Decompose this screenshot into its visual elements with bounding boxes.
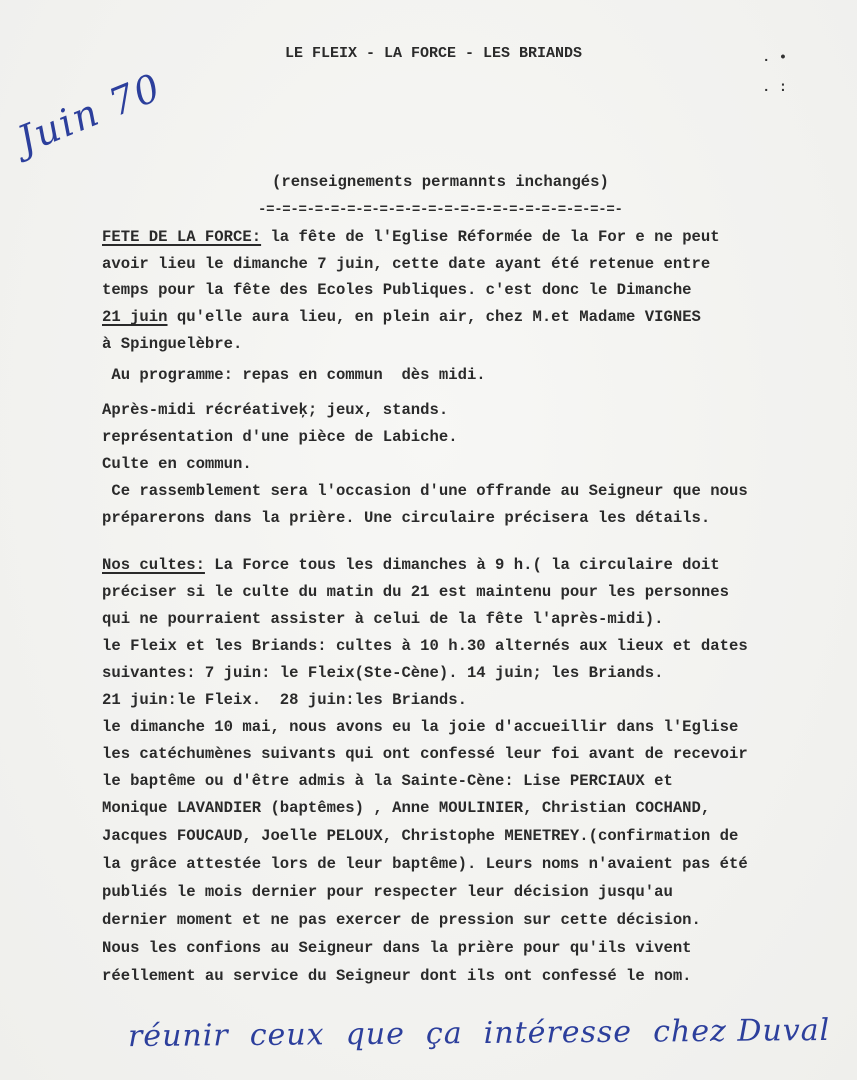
fete-line-1 — [102, 230, 720, 246]
fete-line-2: avoir lieu le dimanche 7 juin, cette date ayant été retenue entre — [102, 255, 711, 273]
cultes-line-3: qui ne pourraient assister à celui de la fête l'après-midi). — [102, 610, 664, 628]
fete-line-3: temps pour la fête des Ecoles Publiques. c'est donc le Dimanche — [102, 281, 692, 299]
fete-date: 21 juin — [102, 308, 168, 326]
cultes-line-1 — [102, 558, 720, 574]
subtitle: (renseignements permannts inchangés) — [272, 173, 609, 191]
handwritten-date: Juin 70 — [11, 64, 168, 162]
cultes-line-5: suivantes: 7 juin: le Fleix(Ste-Cène). 14 juin; les Briands. — [102, 664, 664, 682]
fete-heading: FETE DE LA FORCE: — [102, 228, 262, 246]
fete-line-10: Ce rassemblement sera l'occasion d'une offrande au Seigneur que nous — [102, 482, 748, 500]
handwritten-note: réunir ceux que ça intéresse chez Duval — [127, 1012, 831, 1055]
cultes-line-4: le Fleix et les Briands: cultes à 10 h.30 alternés aux lieux et dates — [102, 637, 748, 655]
corner-mark-bottom: . : — [762, 80, 788, 96]
cultes-line-15: Nous les confions au Seigneur dans la prière pour qu'ils vivent — [102, 939, 692, 957]
cultes-line-14: dernier moment et ne pas exercer de pression sur cette décision. — [102, 911, 701, 929]
cultes-line-9: le baptême ou d'être admis à la Sainte-Cène: Lise PERCIAUX et — [102, 772, 673, 790]
fete-line-1-text: la fête de l'Eglise Réformée de la For e ne peut — [261, 228, 720, 246]
cultes-line-2: préciser si le culte du matin du 21 est maintenu pour les personnes — [102, 583, 729, 601]
fete-line-6: Au programme: repas en commun dès midi. — [102, 366, 486, 384]
cultes-line-11: Jacques FOUCAUD, Joelle PELOUX, Christophe MENETREY.(confirmation de — [102, 827, 739, 845]
fete-line-11: préparerons dans la prière. Une circulaire précisera les détails. — [102, 509, 711, 527]
cultes-line-10: Monique LAVANDIER (baptêmes) , Anne MOULINIER, Christian COCHAND, — [102, 799, 711, 817]
cultes-heading: Nos cultes: — [102, 556, 205, 574]
corner-mark-top: . • — [762, 50, 788, 66]
cultes-line-12: la grâce attestée lors de leur baptême). Leurs noms n'avaient pas été — [102, 855, 748, 873]
fete-line-4-text: qu'elle aura lieu, en plein air, chez M.et Madame VIGNES — [167, 308, 701, 326]
cultes-line-16: réellement au service du Seigneur dont ils ont confessé le nom. — [102, 967, 692, 985]
separator-line: -=-=-=-=-=-=-=-=-=-=-=-=-=-=-=-=-=-=-=-=-=-=- — [258, 202, 623, 218]
cultes-line-8: les catéchumènes suivants qui ont confessé leur foi avant de recevoir — [102, 745, 748, 763]
document-title: LE FLEIX - LA FORCE - LES BRIANDS — [285, 45, 583, 62]
fete-line-4 — [102, 310, 701, 326]
cultes-line-1-text: La Force tous les dimanches à 9 h.( la circulaire doit — [204, 556, 720, 574]
fete-line-5: à Spinguelèbre. — [102, 335, 243, 353]
cultes-line-6: 21 juin:le Fleix. 28 juin:les Briands. — [102, 691, 467, 709]
fete-line-7: Après-midi récréativeķ; jeux, stands. — [102, 401, 449, 419]
cultes-line-7: le dimanche 10 mai, nous avons eu la joie d'accueillir dans l'Eglise — [102, 718, 739, 736]
fete-line-8: représentation d'une pièce de Labiche. — [102, 428, 458, 446]
cultes-line-13: publiés le mois dernier pour respecter leur décision jusqu'au — [102, 883, 673, 901]
fete-line-9: Culte en commun. — [102, 455, 252, 473]
